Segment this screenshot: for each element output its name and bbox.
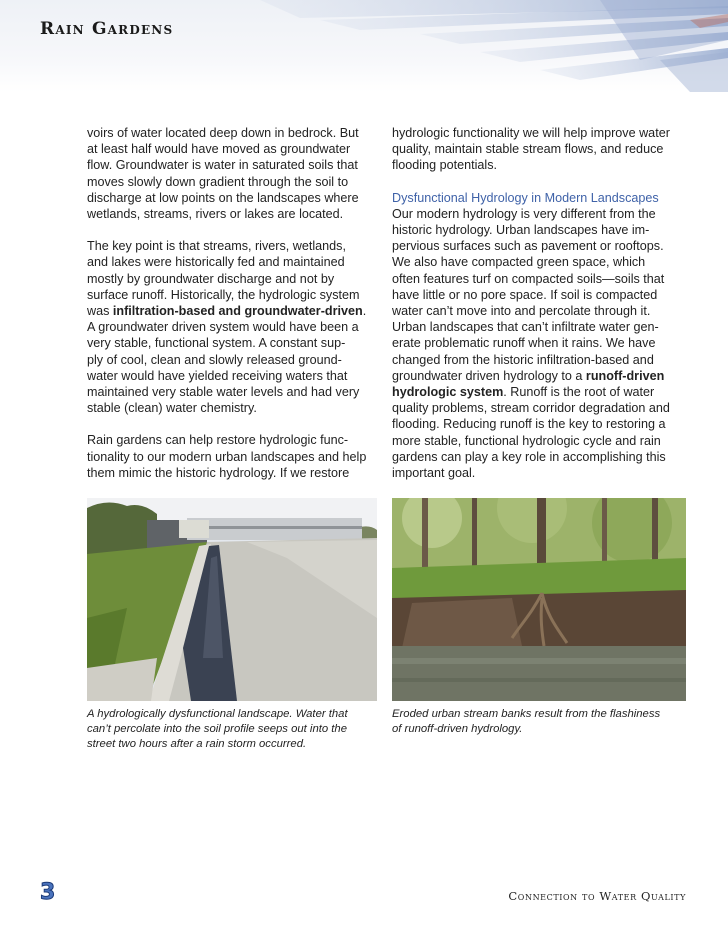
footer-section-label: Connection to Water Quality bbox=[508, 889, 686, 903]
street-runoff-photo bbox=[87, 498, 377, 701]
right-text-column bbox=[392, 125, 688, 481]
left-paragraph-2-text: The key point is that streams, rivers, wetlands, and lakes were historically fed and maintained mostly by groundwater discharge and not by surface runoff. Historically, the hydrologic system was bbox=[87, 239, 360, 319]
eroded-stream-bank-photo bbox=[392, 498, 686, 701]
left-paragraph-1: voirs of water located deep down in bedrock. But at least half would have moved as groundwater flow. Groundwater is water in saturated soils that moves slowly down gradient through the soil to discharge at low points on the landscapes where wetlands, streams, rivers or lakes are located. bbox=[87, 126, 359, 222]
header-title: Rain Gardens bbox=[40, 19, 174, 39]
left-paragraph-2-bold: infiltration-based and groundwater-driven bbox=[112, 304, 363, 319]
header-banner bbox=[0, 0, 728, 92]
left-photo-caption: A hydrologically dysfunctional landscape. Water that can’t percolate into the soil profile seeps out into the street two hours after a rain storm occurred. bbox=[87, 708, 348, 750]
right-paragraph-2-text: Our modern hydrology is very different from the historic hydrology. Urban landscapes have im- pervious surfaces such as pavement or rooftops. We also have compacted green space, which often features turf on compacted soils—soils that have little or no pore space. If soil is compacted water can’t move into and percolate through it. Urban landscapes that can’t infiltrate water gen- erate problematic runoff when it rains. We have changed from the historic infiltration-based and groundwater driven hydrology to a bbox=[392, 206, 665, 383]
left-paragraph-3: Rain gardens can help restore hydrologic func- tionality to our modern urban landscapes and help them mimic the historic hydrology. If we restore bbox=[87, 433, 367, 480]
right-photo-caption: Eroded urban stream banks result from the flashiness of runoff-driven hydrology. bbox=[392, 708, 661, 735]
page-number: 3 bbox=[40, 880, 56, 905]
right-paragraph-1: hydrologic functionality we will help improve water quality, maintain stable stream flows, and reduce flooding potentials. bbox=[392, 126, 670, 173]
right-paragraph-2 bbox=[392, 206, 688, 481]
left-paragraph-2 bbox=[87, 238, 383, 416]
right-paragraph-2-text-end: . Runoff is the root of water quality problems, stream corridor degradation and flooding. Reducing runoff is the key to restoring a more stable, functional hydrologic cycle and rain gardens can play a key role in accomplishing this important goal. bbox=[392, 385, 670, 481]
left-paragraph-2-text-end: . A groundwater driven system would have been a very stable, functional system. A constant sup- ply of cool, clean and slowly released ground- water would have yielded receiving waters that maintained very stable water levels and had very stable (clean) water chemistry. bbox=[87, 304, 367, 416]
section-subheading: Dysfunctional Hydrology in Modern Landscapes bbox=[392, 190, 659, 205]
header-streaks-decoration bbox=[0, 0, 728, 92]
right-paragraph-2-bold: runoff-driven hydrologic system bbox=[392, 368, 665, 400]
left-text-column bbox=[87, 125, 383, 481]
